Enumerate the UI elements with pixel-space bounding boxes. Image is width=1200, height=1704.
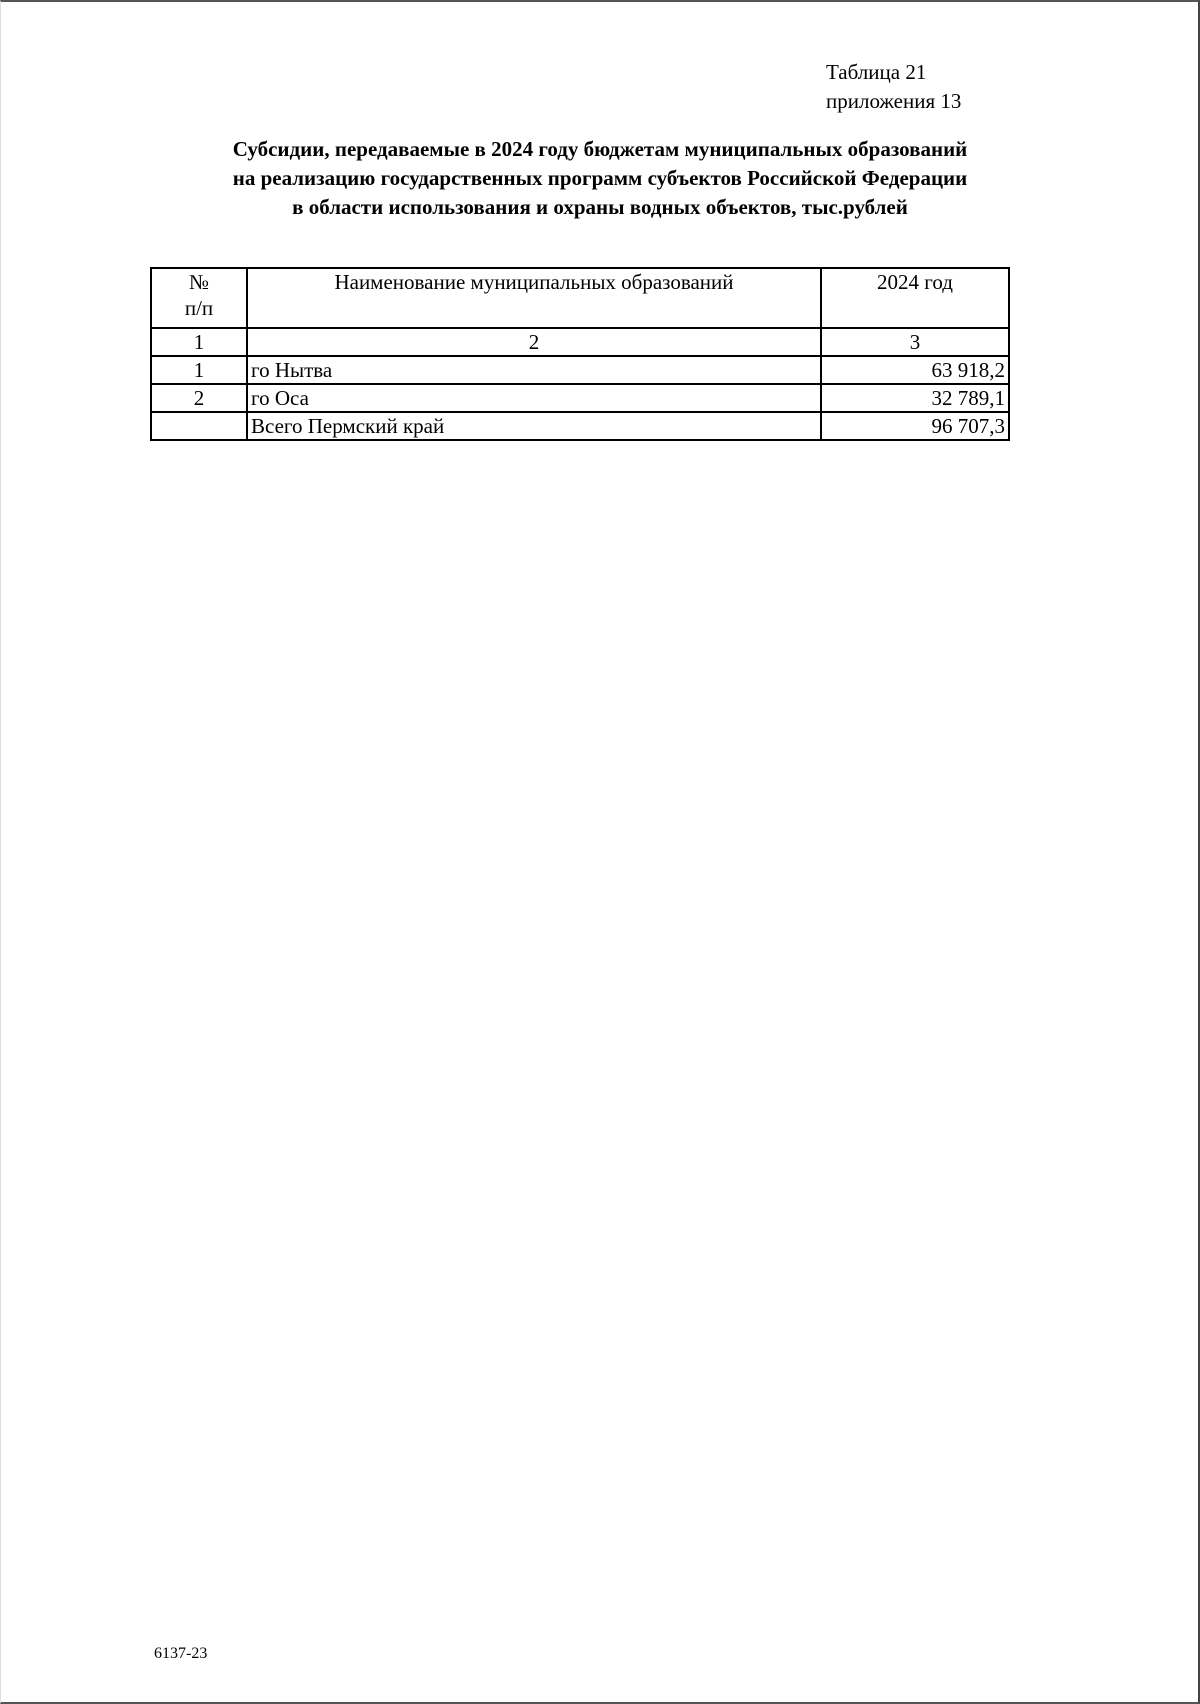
document-code: 6137-23: [154, 1645, 208, 1662]
column-number: 3: [821, 328, 1009, 356]
row-num: 1: [151, 356, 247, 384]
table-header-row: [151, 268, 1009, 328]
row-name: го Нытва: [247, 356, 821, 384]
title-line-2: на реализацию государственных программ субъектов Российской Федерации: [232, 166, 968, 190]
table-number: Таблица 21: [826, 60, 927, 84]
table-reference: [826, 58, 961, 116]
subsidies-table: [150, 267, 1010, 441]
appendix-number: приложения 13: [826, 89, 962, 113]
header-num: № п/п: [151, 268, 247, 328]
title-line-1: Субсидии, передаваемые в 2024 году бюджетам муниципальных образований: [232, 137, 968, 161]
header-name: Наименование муниципальных образований: [247, 268, 821, 328]
row-value: 63 918,2: [821, 356, 1009, 384]
row-value: 96 707,3: [821, 412, 1009, 440]
table-row: [151, 384, 1009, 412]
row-name: Всего Пермский край: [247, 412, 821, 440]
title-line-3: в области использования и охраны водных объектов, тыс.рублей: [292, 195, 908, 219]
row-value: 32 789,1: [821, 384, 1009, 412]
total-row: [151, 412, 1009, 440]
column-numbers-row: [151, 328, 1009, 356]
row-num: [151, 412, 247, 440]
row-name: го Оса: [247, 384, 821, 412]
header-year: 2024 год: [821, 268, 1009, 328]
column-number: 2: [247, 328, 821, 356]
row-num: 2: [151, 384, 247, 412]
column-number: 1: [151, 328, 247, 356]
table-row: [151, 356, 1009, 384]
document-title: [100, 135, 1100, 222]
